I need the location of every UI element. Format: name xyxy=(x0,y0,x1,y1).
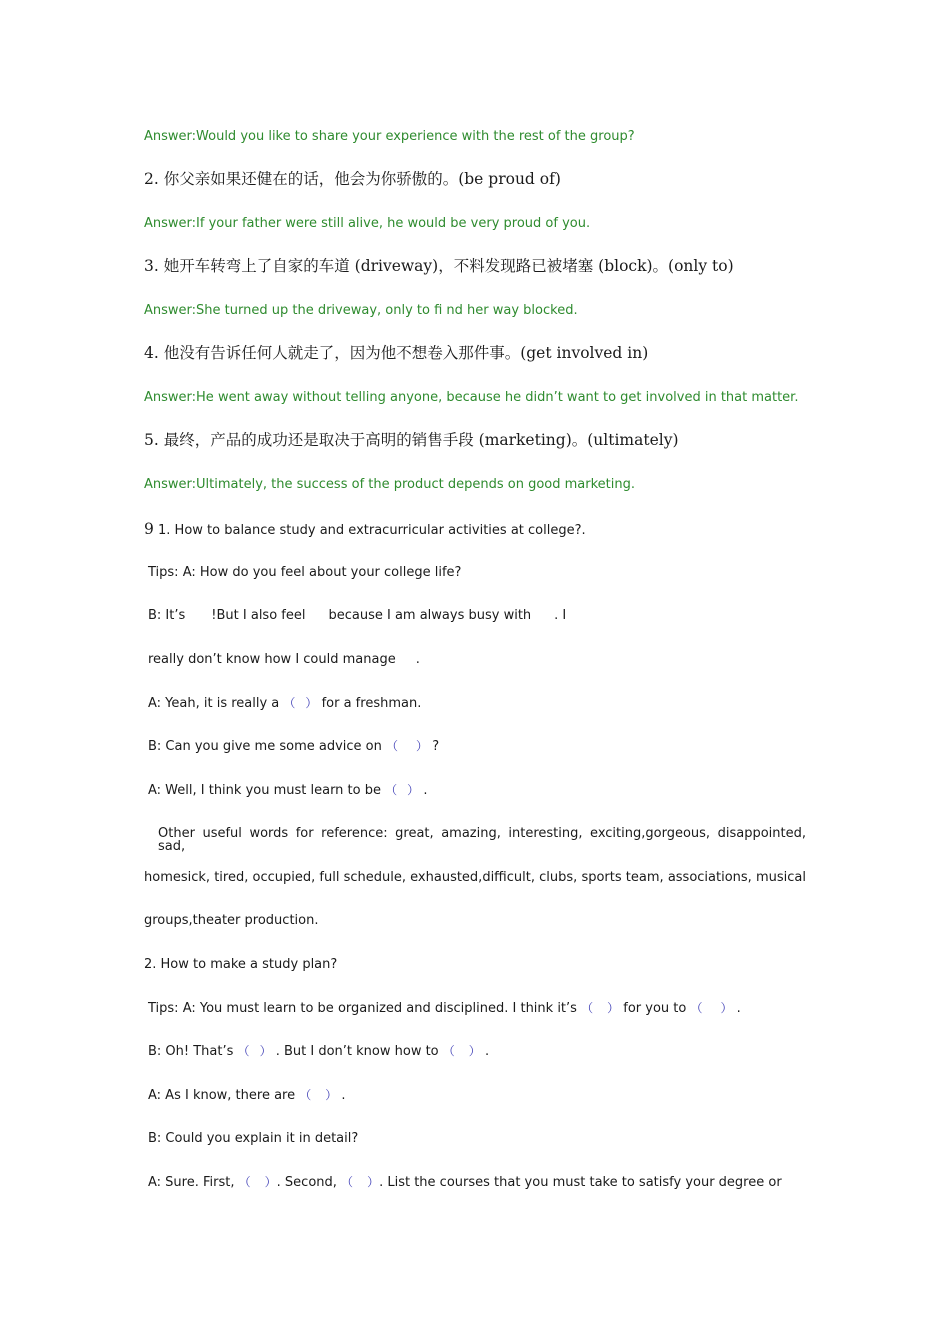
reference-words-line-2: homesick, tired, occupied, full schedule, exhausted,difficult, clubs, sports team, associations, musical xyxy=(144,870,806,885)
dialog-text: A: Sure. First, xyxy=(148,1175,235,1190)
topic-1-line-a2 xyxy=(148,697,421,710)
dialog-text: . xyxy=(341,1088,346,1103)
blank-close-paren[interactable]: ） xyxy=(325,1088,338,1102)
blank-close-paren[interactable]: ） xyxy=(264,1175,277,1189)
dialog-text: A: As I know, there are xyxy=(148,1088,296,1103)
dialog-text: for a freshman. xyxy=(321,696,422,711)
blank-close-paren[interactable]: ） xyxy=(607,1001,620,1015)
dialog-text: for you to xyxy=(623,1001,687,1016)
blank-open-paren[interactable]: （ xyxy=(283,696,296,710)
answer-3: Answer:She turned up the driveway, only to fi nd her way blocked. xyxy=(144,303,578,318)
question-4: 4. 他没有告诉任何人就走了，因为他不想卷入那件事。(get involved in) xyxy=(144,344,649,362)
dialog-text: . List the courses that you must take to satisfy your degree or xyxy=(379,1175,782,1190)
topic-1-tips: Tips: A: How do you feel about your college life? xyxy=(148,565,462,580)
dialog-text: B: It’s xyxy=(148,608,186,623)
blank-open-paren[interactable]: （ xyxy=(385,783,398,797)
topic-1-line-a3 xyxy=(148,784,427,797)
blank-close-paren[interactable]: ） xyxy=(259,1044,272,1058)
blank-open-paren[interactable]: （ xyxy=(581,1001,594,1015)
answer-5: Answer:Ultimately, the success of the product depends on good marketing. xyxy=(144,477,636,492)
dialog-text: ? xyxy=(432,739,440,754)
topic-2-line-a3 xyxy=(148,1176,782,1189)
dialog-text: B: Can you give me some advice on xyxy=(148,739,382,754)
topic-2-line-b1 xyxy=(148,1045,489,1058)
dialog-text: . Second, xyxy=(276,1175,337,1190)
reference-words-line-1: Other useful words for reference: great, amazing, interesting, exciting,gorgeous, disappointed, sad, xyxy=(158,826,806,854)
blank-open-paren[interactable]: （ xyxy=(690,1001,703,1015)
answer-4: Answer:He went away without telling anyone, because he didn’t want to get involved in that matter. xyxy=(144,390,799,405)
question-3: 3. 她开车转弯上了自家的车道 (driveway)，不料发现路已被堵塞 (block)。(only to) xyxy=(144,257,734,275)
blank-open-paren[interactable]: （ xyxy=(299,1088,312,1102)
topic-2-tips xyxy=(148,1002,741,1015)
blank-open-paren[interactable]: （ xyxy=(442,1044,455,1058)
answer-1: Answer:Would you like to share your experience with the rest of the group? xyxy=(144,129,635,144)
blank-open-paren[interactable]: （ xyxy=(341,1175,354,1189)
blank-close-paren[interactable]: ） xyxy=(367,1175,380,1189)
blank-open-paren[interactable]: （ xyxy=(238,1175,251,1189)
blank-close-paren[interactable]: ） xyxy=(305,696,318,710)
blank-close-paren[interactable]: ） xyxy=(407,783,420,797)
dialog-text: really don’t know how I could manage xyxy=(148,652,396,667)
dialog-text: A: Well, I think you must learn to be xyxy=(148,783,381,798)
dialog-text: !But I also feel xyxy=(211,608,306,623)
blank-open-paren[interactable]: （ xyxy=(237,1044,250,1058)
dialog-text: B: Oh! That’s xyxy=(148,1044,234,1059)
dialog-text: . xyxy=(423,783,428,798)
topic-2-line-a2 xyxy=(148,1089,346,1102)
topic-1-line-b2 xyxy=(148,740,439,753)
dialog-text: . But I don’t know how to xyxy=(275,1044,439,1059)
question-5: 5. 最终，产品的成功还是取决于高明的销售手段 (marketing)。(ultimately) xyxy=(144,431,679,449)
question-2: 2. 你父亲如果还健在的话，他会为你骄傲的。(be proud of) xyxy=(144,170,561,188)
dialog-text: . xyxy=(484,1044,490,1059)
blank-open-paren[interactable]: （ xyxy=(386,739,399,753)
topic-2-line-b2: B: Could you explain it in detail? xyxy=(148,1131,359,1146)
blank-close-paren[interactable]: ） xyxy=(720,1001,733,1015)
blank-close-paren[interactable]: ） xyxy=(416,739,429,753)
dialog-text: Tips: A: You must learn to be organized and disciplined. I think it’s xyxy=(148,1001,577,1016)
blank-close-paren[interactable]: ） xyxy=(468,1044,481,1058)
topic-2-title: 2. How to make a study plan? xyxy=(144,957,338,972)
dialog-text: . xyxy=(415,652,420,667)
dialog-text: because I am always busy with xyxy=(328,608,532,623)
topic-1-title xyxy=(144,522,586,538)
section-number: 9 xyxy=(144,520,154,538)
reference-words-line-3: groups,theater production. xyxy=(144,913,319,928)
answer-2: Answer:If your father were still alive, he would be very proud of you. xyxy=(144,216,591,231)
topic-1-title-text: 1. How to balance study and extracurricular activities at college?. xyxy=(153,523,586,538)
dialog-text: . xyxy=(736,1001,741,1016)
dialog-text: . I xyxy=(554,608,567,623)
dialog-text: A: Yeah, it is really a xyxy=(148,696,280,711)
topic-1-line-b1-cont xyxy=(148,653,420,666)
topic-1-line-b1 xyxy=(148,609,566,622)
